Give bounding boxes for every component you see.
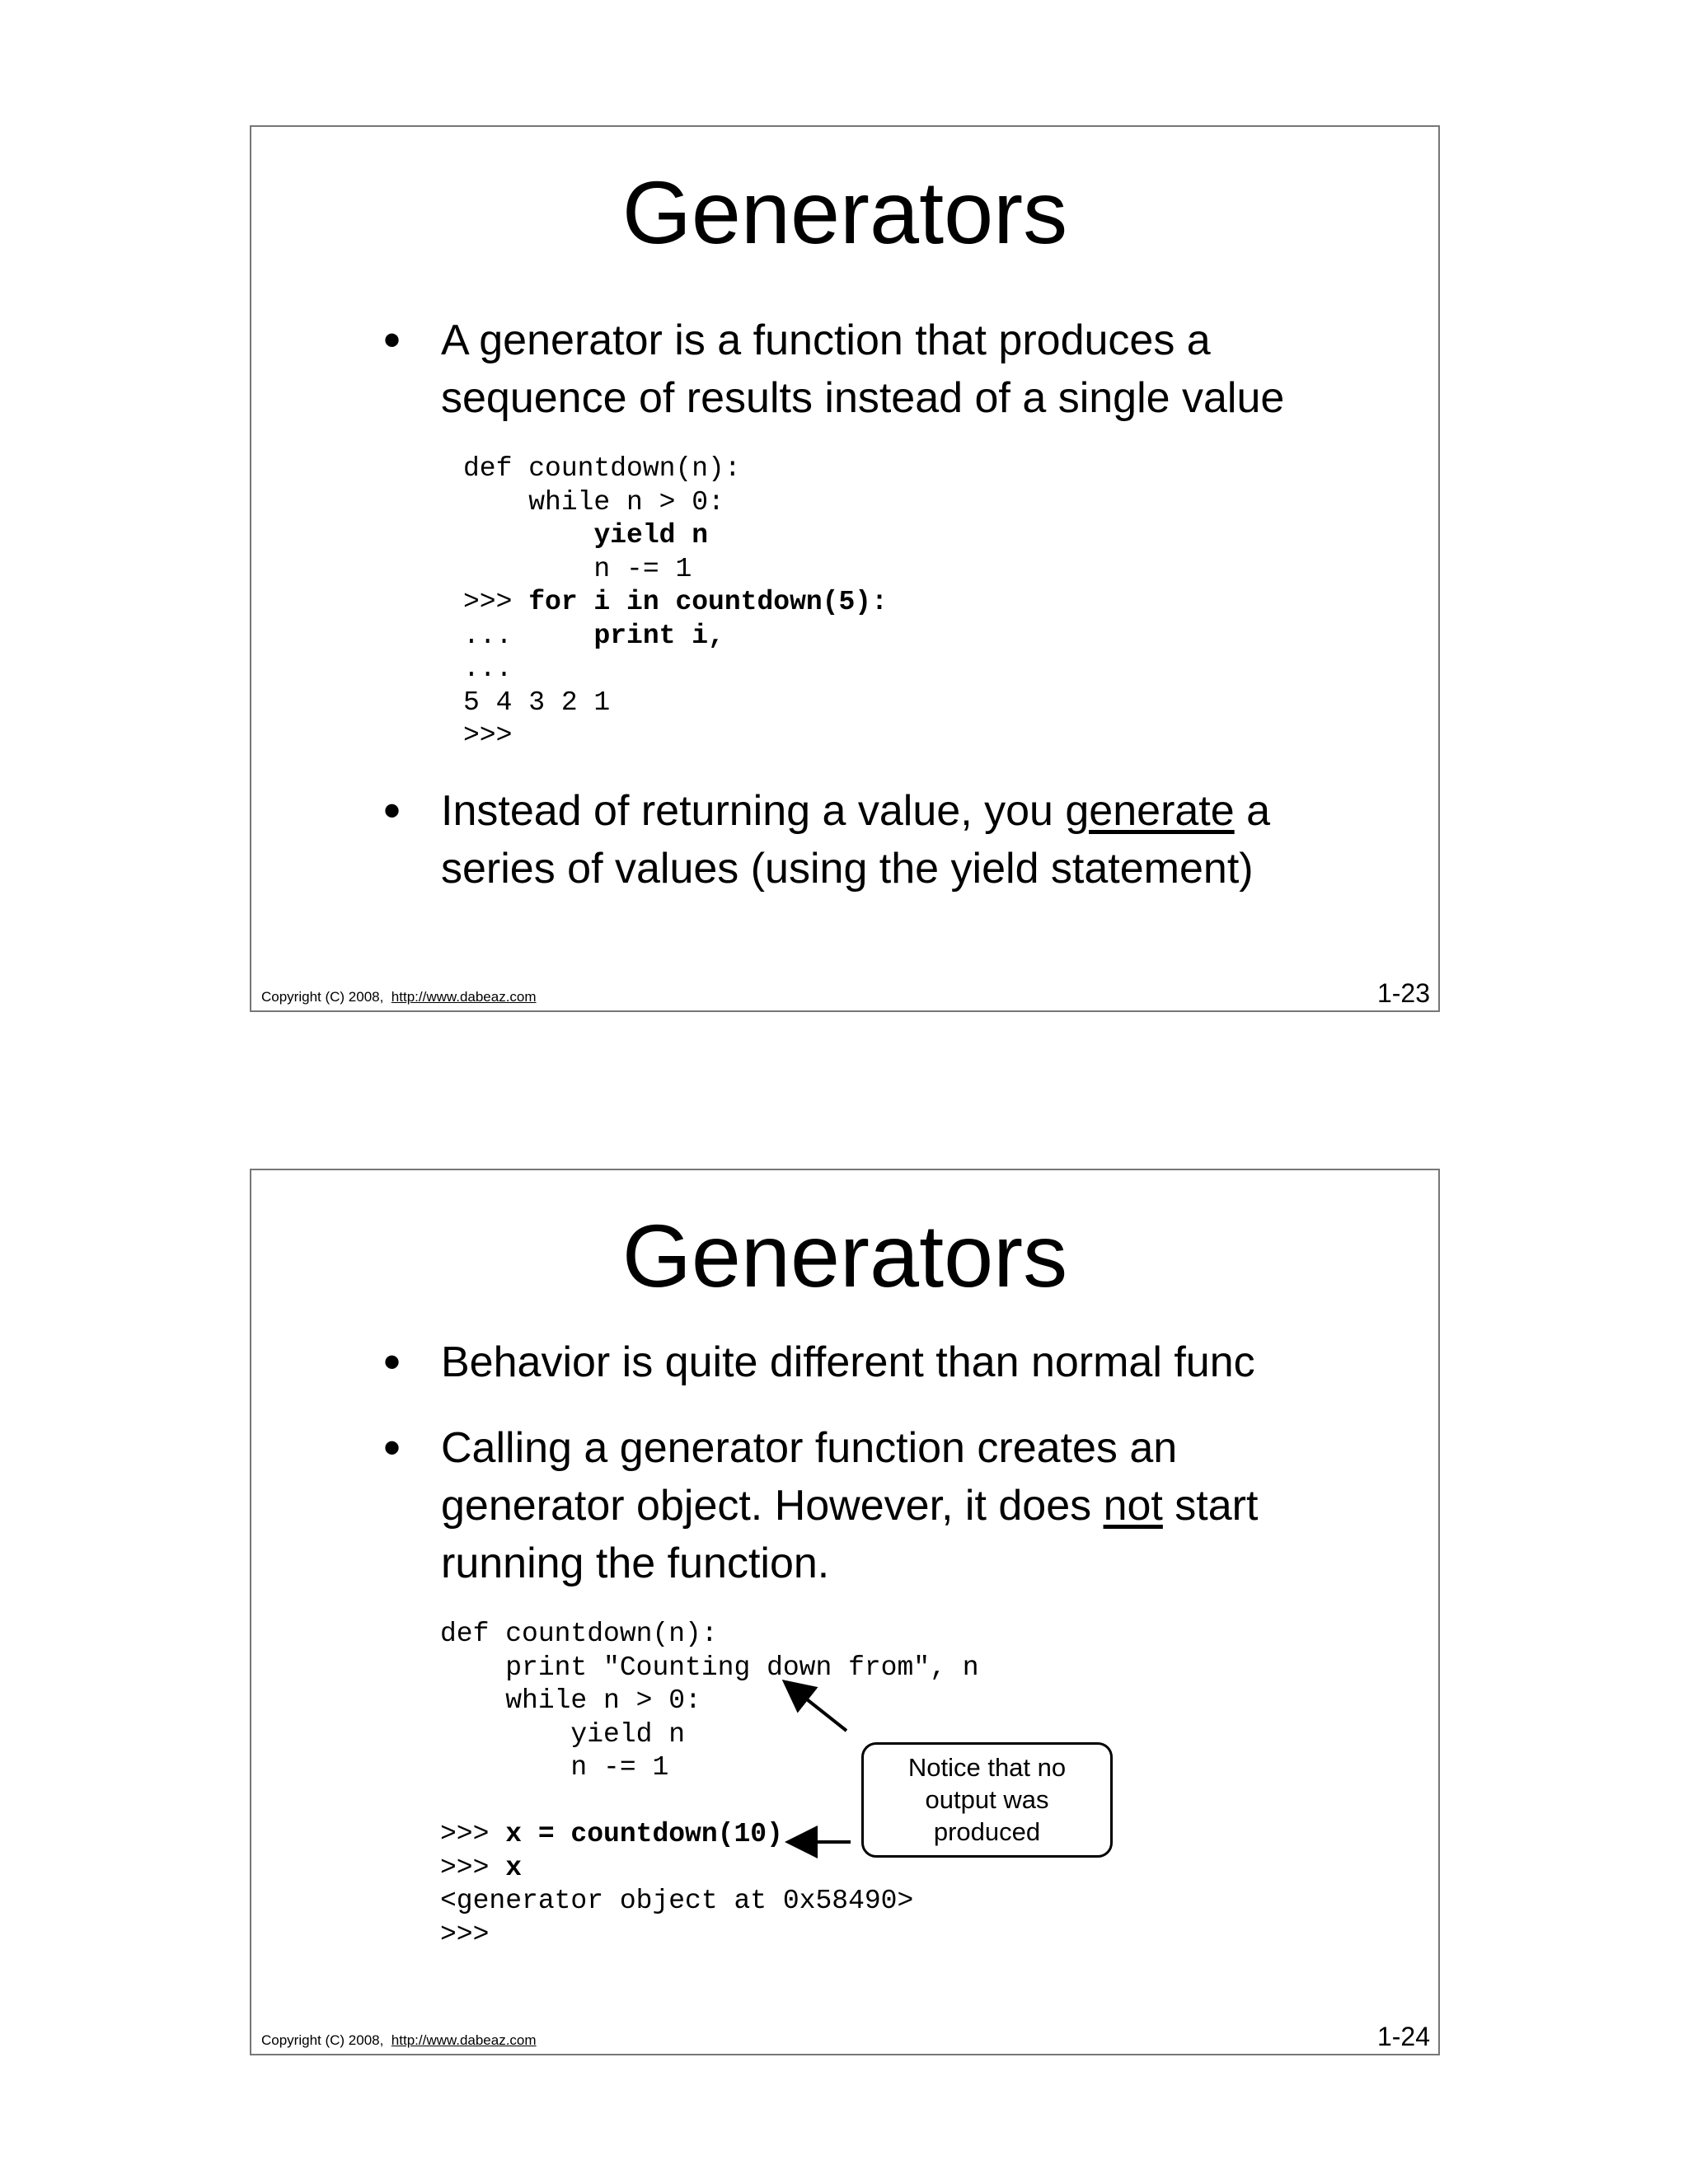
bullet-behavior: [383, 1333, 1255, 1391]
slide-title: Generators: [621, 1206, 1068, 1305]
page-number: 1-23: [1376, 978, 1430, 1008]
bullet-text: Calling a generator function creates an generator object. However, it does not start running the function.: [441, 1424, 1259, 1587]
bullet-generate-values: [383, 782, 1270, 898]
code-line: def countdown(n):: [440, 1619, 718, 1649]
footer-link[interactable]: http://www.dabeaz.com: [391, 989, 537, 1005]
code-line: yield n: [440, 1718, 686, 1750]
underlined-word: generate: [1065, 787, 1235, 835]
bullet-dot-icon: •: [383, 783, 401, 838]
callout-box: Notice that no output was produced: [861, 1742, 1113, 1858]
code-line: >>> x: [440, 1852, 523, 1883]
bullet-dot-icon: •: [383, 1420, 401, 1475]
bullet-dot-icon: •: [383, 312, 401, 368]
code-line: yield n: [593, 520, 709, 551]
code-block-countdown: [463, 452, 888, 753]
code-line: >>> x = countdown(10): [440, 1819, 783, 1849]
code-line: >>>: [463, 720, 513, 751]
slide-1-24: [250, 1169, 1440, 2055]
footer-link[interactable]: http://www.dabeaz.com: [391, 2032, 537, 2048]
bullet-text: A generator is a function that produces a sequence of results instead of a single value: [441, 316, 1285, 422]
code-line: ... print i,: [463, 620, 724, 651]
bullet-dot-icon: •: [383, 1334, 401, 1390]
code-line: n -= 1: [440, 1752, 669, 1783]
code-line: n -= 1: [463, 553, 692, 584]
code-line: >>> for i in countdown(5):: [463, 587, 888, 617]
bullet-text: Behavior is quite different than normal func: [441, 1338, 1255, 1386]
bullet-calling-generator: [383, 1419, 1258, 1592]
bullet-generator-definition: [383, 312, 1284, 427]
code-line: >>>: [440, 1919, 490, 1950]
code-line: while n > 0:: [440, 1685, 701, 1716]
code-line: <generator object at 0x58490>: [440, 1886, 914, 1916]
footer-copyright: Copyright (C) 2008, http://www.dabeaz.com: [261, 2032, 537, 2048]
code-line: while n > 0:: [463, 486, 724, 518]
code-line: 5 4 3 2 1: [463, 687, 611, 718]
footer-copyright: Copyright (C) 2008, http://www.dabeaz.com: [261, 989, 537, 1005]
slide-title: Generators: [621, 162, 1068, 262]
code-line: def countdown(n):: [463, 453, 741, 484]
slide-1-23: [250, 125, 1440, 1012]
page-number: 1-24: [1376, 2022, 1430, 2051]
bullet-text: Instead of returning a value, you generate a series of values (using the yield statement): [441, 787, 1271, 893]
code-line: print "Counting down from", n: [440, 1652, 979, 1683]
underlined-word: not: [1103, 1482, 1163, 1530]
code-line: ...: [463, 654, 513, 684]
